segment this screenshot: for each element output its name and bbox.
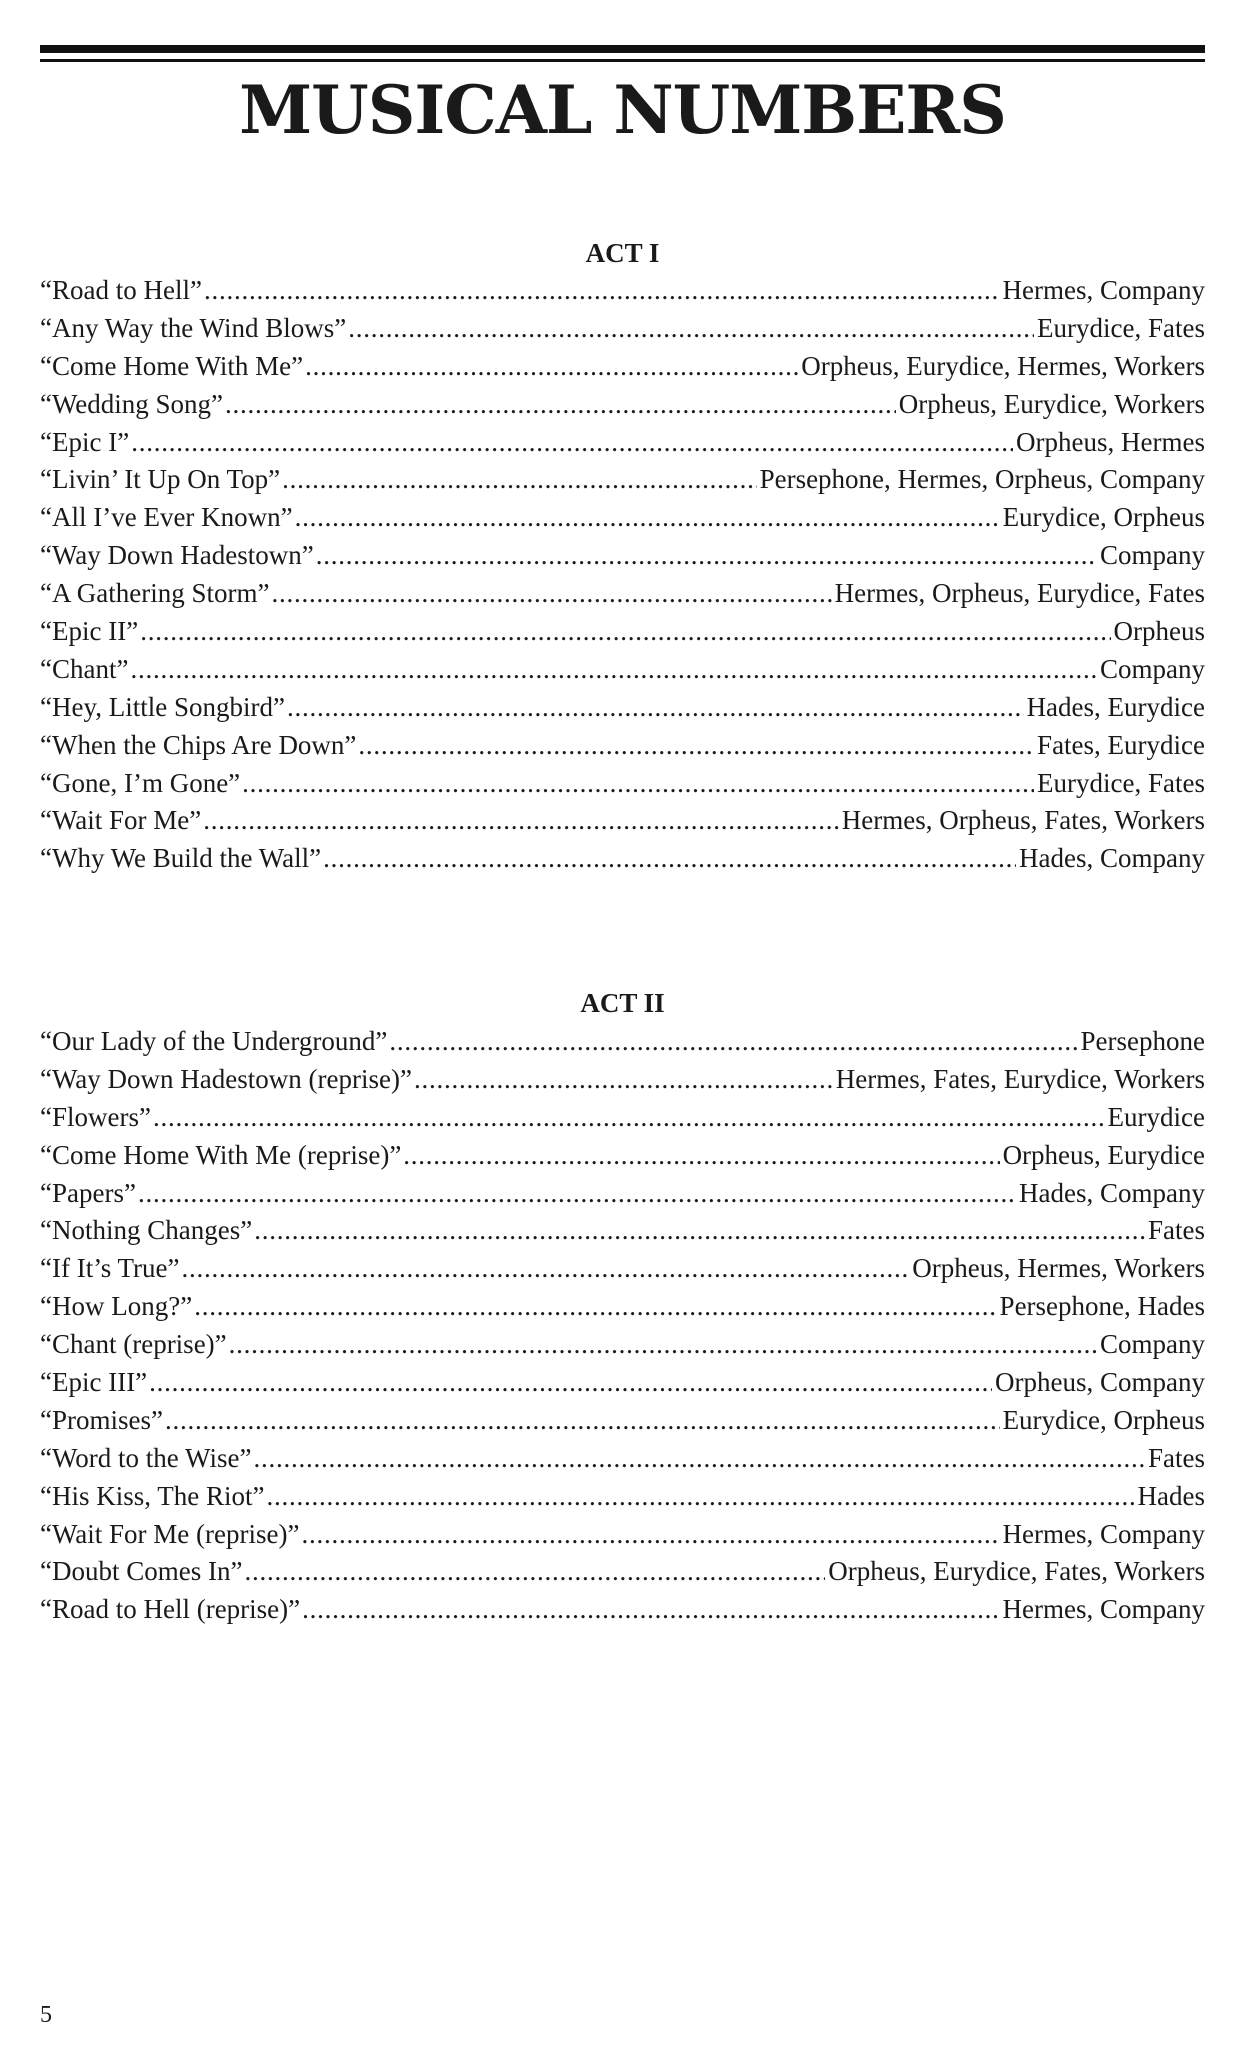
- dot-leader: [414, 1061, 833, 1099]
- song-performers: Persephone, Hermes, Orpheus, Company: [759, 464, 1205, 495]
- song-entry: [40, 348, 1205, 386]
- song-entry: [40, 1440, 1205, 1478]
- dot-leader: [316, 537, 1097, 575]
- act-2-song-list: [40, 1023, 1205, 1629]
- song-performers: Orpheus, Hermes: [1016, 426, 1205, 457]
- song-title: “Chant (reprise)”: [40, 1329, 227, 1360]
- song-title: “Gone, I’m Gone”: [40, 767, 241, 798]
- song-entry: [40, 1364, 1205, 1402]
- song-performers: Hermes, Company: [1002, 275, 1205, 305]
- song-entry: [40, 1288, 1205, 1326]
- header-rule-thick: [40, 45, 1205, 53]
- song-entry: [40, 1250, 1205, 1288]
- song-title: “Promises”: [40, 1404, 163, 1435]
- song-entry: [40, 1061, 1205, 1099]
- dot-leader: [225, 386, 896, 424]
- song-performers: Fates: [1148, 1215, 1205, 1246]
- song-title: “Wedding Song”: [40, 388, 224, 419]
- song-entry: [40, 613, 1205, 651]
- song-performers: Orpheus, Eurydice, Fates, Workers: [828, 1556, 1205, 1587]
- dot-leader: [253, 1440, 1145, 1478]
- song-entry: [40, 1591, 1205, 1629]
- song-performers: Persephone: [1080, 1026, 1205, 1056]
- dot-leader: [389, 1023, 1077, 1061]
- act-2-heading: ACT II: [580, 988, 665, 1018]
- song-title: “A Gathering Storm”: [40, 578, 270, 609]
- song-title: “Way Down Hadestown (reprise)”: [40, 1063, 412, 1094]
- song-entry: [40, 1402, 1205, 1440]
- song-title: “Way Down Hadestown”: [40, 540, 314, 571]
- song-entry: [40, 1175, 1205, 1213]
- song-title: “Papers”: [40, 1177, 136, 1208]
- song-entry: [40, 1553, 1205, 1591]
- song-performers: Hades, Company: [1019, 843, 1205, 874]
- song-title: “All I’ve Ever Known”: [40, 502, 293, 533]
- song-title: “When the Chips Are Down”: [40, 729, 357, 760]
- dot-leader: [153, 1099, 1105, 1137]
- dot-leader: [295, 499, 1000, 537]
- song-title: “Epic II”: [40, 616, 139, 647]
- song-performers: Eurydice, Orpheus: [1002, 1404, 1205, 1435]
- song-title: “Why We Build the Wall”: [40, 843, 322, 874]
- dot-leader: [267, 1478, 1135, 1516]
- song-entry: [40, 1212, 1205, 1250]
- song-entry: [40, 1516, 1205, 1554]
- song-entry: [40, 1478, 1205, 1516]
- song-performers: Hermes, Company: [1002, 1518, 1205, 1549]
- dot-leader: [194, 1288, 996, 1326]
- song-title: “Doubt Comes In”: [40, 1556, 243, 1587]
- song-title: “Hey, Little Songbird”: [40, 691, 285, 722]
- song-title: “Any Way the Wind Blows”: [40, 312, 347, 343]
- song-performers: Fates, Eurydice: [1037, 729, 1205, 760]
- song-title: “Epic I”: [40, 426, 130, 457]
- act-1-heading: ACT I: [585, 238, 660, 268]
- page-title: MUSICAL NUMBERS: [239, 71, 1006, 149]
- dot-leader: [244, 1553, 825, 1591]
- song-title: “Road to Hell”: [40, 275, 202, 305]
- song-entry: [40, 424, 1205, 462]
- song-title: “Nothing Changes”: [40, 1215, 253, 1246]
- song-performers: Eurydice, Fates: [1037, 767, 1205, 798]
- song-title: “Flowers”: [40, 1101, 151, 1132]
- dot-leader: [254, 1212, 1145, 1250]
- song-performers: Hermes, Orpheus, Fates, Workers: [841, 805, 1205, 836]
- song-entry: [40, 386, 1205, 424]
- song-performers: Hades: [1137, 1480, 1205, 1511]
- song-performers: Orpheus, Eurydice, Workers: [898, 388, 1205, 419]
- dot-leader: [140, 613, 1110, 651]
- song-title: “Chant”: [40, 653, 129, 684]
- song-title: “Come Home With Me”: [40, 350, 304, 381]
- song-performers: Orpheus: [1113, 616, 1205, 647]
- song-performers: Eurydice: [1107, 1101, 1205, 1132]
- song-title: “Our Lady of the Underground”: [40, 1026, 388, 1056]
- song-entry: [40, 537, 1205, 575]
- song-entry: [40, 651, 1205, 689]
- song-performers: Hermes, Fates, Eurydice, Workers: [835, 1063, 1205, 1094]
- song-performers: Orpheus, Eurydice: [1002, 1139, 1205, 1170]
- song-performers: Hermes, Orpheus, Eurydice, Fates: [834, 578, 1205, 609]
- song-entry: [40, 1326, 1205, 1364]
- song-performers: Hades, Company: [1019, 1177, 1205, 1208]
- song-entry: [40, 272, 1205, 310]
- song-title: “Word to the Wise”: [40, 1442, 252, 1473]
- dot-leader: [203, 802, 838, 840]
- song-performers: Orpheus, Company: [995, 1367, 1205, 1398]
- song-entry: [40, 499, 1205, 537]
- song-title: “Livin’ It Up On Top”: [40, 464, 281, 495]
- dot-leader: [287, 689, 1024, 727]
- song-entry: [40, 765, 1205, 803]
- dot-leader: [348, 310, 1034, 348]
- song-performers: Hades, Eurydice: [1026, 691, 1205, 722]
- song-entry: [40, 461, 1205, 499]
- dot-leader: [305, 348, 798, 386]
- song-performers: Eurydice, Fates: [1037, 312, 1205, 343]
- dot-leader: [181, 1250, 909, 1288]
- song-performers: Orpheus, Hermes, Workers: [912, 1253, 1205, 1284]
- song-title: “If It’s True”: [40, 1253, 180, 1284]
- song-entry: [40, 1023, 1205, 1061]
- song-entry: [40, 802, 1205, 840]
- dot-leader: [302, 1591, 999, 1629]
- song-performers: Fates: [1148, 1442, 1205, 1473]
- song-entry: [40, 1137, 1205, 1175]
- dot-leader: [131, 424, 1013, 462]
- song-title: “Wait For Me (reprise)”: [40, 1518, 300, 1549]
- song-title: “How Long?”: [40, 1291, 193, 1322]
- dot-leader: [165, 1402, 1000, 1440]
- song-performers: Eurydice, Orpheus: [1002, 502, 1205, 533]
- song-performers: Orpheus, Eurydice, Hermes, Workers: [801, 350, 1205, 381]
- header-rule-thin: [40, 59, 1205, 62]
- song-title: “Come Home With Me (reprise)”: [40, 1139, 402, 1170]
- dot-leader: [323, 840, 1016, 878]
- song-performers: Hermes, Company: [1002, 1594, 1205, 1625]
- song-performers: Persephone, Hades: [999, 1291, 1205, 1322]
- dot-leader: [204, 272, 1000, 310]
- dot-leader: [229, 1326, 1097, 1364]
- dot-leader: [282, 461, 757, 499]
- dot-leader: [130, 651, 1097, 689]
- song-performers: Company: [1100, 540, 1205, 571]
- dot-leader: [138, 1175, 1016, 1213]
- dot-leader: [358, 727, 1034, 765]
- page-number: 5: [40, 2002, 52, 2028]
- song-title: “His Kiss, The Riot”: [40, 1480, 265, 1511]
- song-entry: [40, 727, 1205, 765]
- dot-leader: [271, 575, 831, 613]
- dot-leader: [301, 1516, 999, 1554]
- song-entry: [40, 1099, 1205, 1137]
- song-performers: Company: [1100, 653, 1205, 684]
- song-title: “Road to Hell (reprise)”: [40, 1594, 301, 1625]
- song-title: “Epic III”: [40, 1367, 148, 1398]
- dot-leader: [403, 1137, 999, 1175]
- song-entry: [40, 575, 1205, 613]
- song-entry: [40, 310, 1205, 348]
- act-1-song-list: [40, 272, 1205, 878]
- song-title: “Wait For Me”: [40, 805, 202, 836]
- song-entry: [40, 840, 1205, 878]
- dot-leader: [242, 765, 1034, 803]
- dot-leader: [149, 1364, 992, 1402]
- song-entry: [40, 689, 1205, 727]
- song-performers: Company: [1100, 1329, 1205, 1360]
